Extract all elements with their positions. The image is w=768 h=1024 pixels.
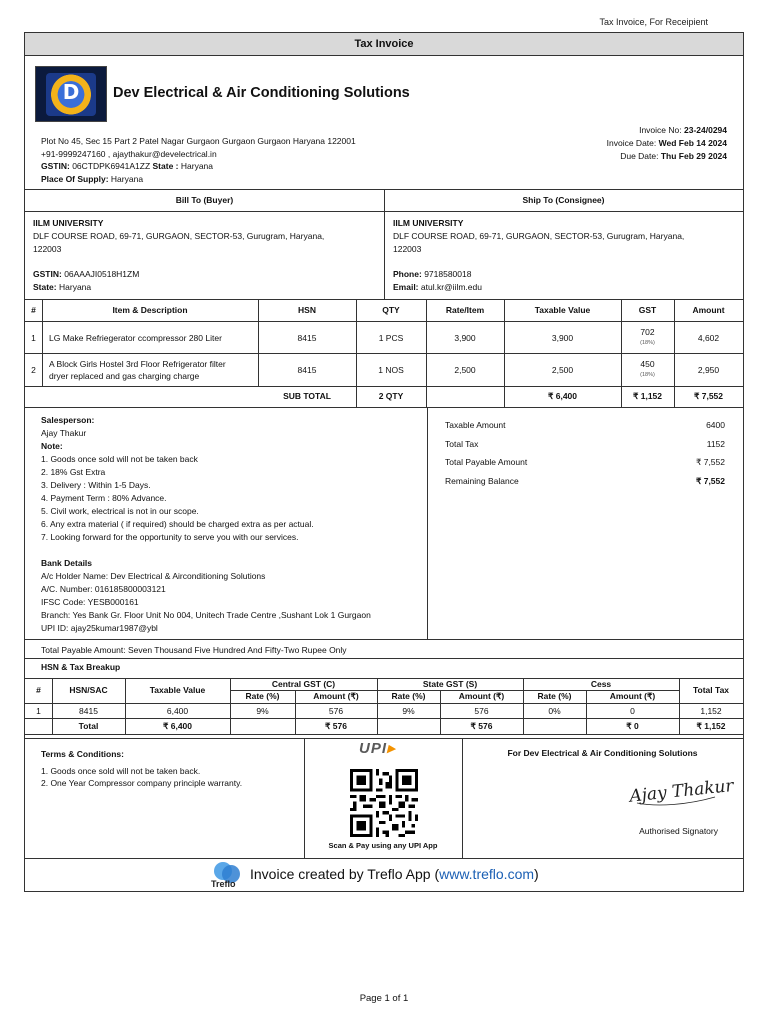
- subtotal-amount: ₹ 7,552: [693, 391, 724, 401]
- invoice-title: Tax Invoice: [25, 33, 743, 56]
- company-logo: D: [35, 66, 107, 122]
- item-amount: 2,950: [697, 365, 720, 375]
- item-gst-percent: (18%): [640, 372, 655, 378]
- subtotal-gst: ₹ 1,152: [632, 391, 663, 401]
- tax-row-total: 1,152: [700, 706, 722, 716]
- terms-line: 1. Goods once sold will not be taken back.: [41, 765, 201, 776]
- due-date: Due Date: Thu Feb 29 2024: [620, 151, 727, 161]
- subtotal-label: SUB TOTAL: [283, 391, 331, 401]
- item-hsn: 8415: [297, 333, 317, 343]
- amount-in-words: Total Payable Amount: Seven Thousand Five Hundred And Fifty-Two Rupee Only: [41, 645, 347, 655]
- notes-block: [41, 414, 421, 635]
- upi-qr-code-icon: [348, 769, 420, 837]
- item-description-line2: dryer replaced and gas charging charge: [49, 371, 200, 381]
- col-header-taxable: Taxable Value: [534, 305, 591, 315]
- col-header-amount: Amount: [692, 305, 725, 315]
- item-rate: 3,900: [454, 333, 476, 343]
- note-line: 2. 18% Gst Extra: [41, 467, 106, 477]
- bank-line: UPI ID: ajay25kumar1987@ybl: [41, 623, 158, 633]
- tax-row-hsn: 8415: [79, 706, 98, 716]
- tax-row-s-rate: 9%: [402, 706, 415, 716]
- summary-taxable-value: 6400: [706, 420, 725, 430]
- item-taxable: 3,900: [551, 333, 574, 343]
- company-address: Plot No 45, Sec 15 Part 2 Patel Nagar Gurgaon Gurgaon Gurgaon Haryana 122001: [41, 136, 356, 146]
- upi-caption: Scan & Pay using any UPI App: [328, 841, 438, 850]
- tax-total-c-amount: ₹ 576: [325, 721, 347, 731]
- tax-total-label: Total: [78, 721, 99, 731]
- ship-to-pincode: 122003: [393, 243, 422, 254]
- bank-line: IFSC Code: YESB000161: [41, 597, 139, 607]
- note-line: 7. Looking forward for the opportunity to serve you with our services.: [41, 532, 299, 542]
- tax-col-state: State GST (S): [422, 679, 478, 689]
- ship-to-heading: Ship To (Consignee): [522, 195, 605, 205]
- bank-details-label: Bank Details: [41, 558, 93, 568]
- col-header-item: Item & Description: [112, 305, 188, 315]
- company-gstin: GSTIN: 06CTDPK6941A1ZZ State : Haryana: [41, 161, 214, 171]
- bank-line: Branch: Yes Bank Gr. Floor Unit No 004, Unitech Trade Centre ,Sushant Lok 1 Gurgaon: [41, 610, 371, 620]
- company-address-block: [41, 135, 356, 185]
- col-header-no: #: [31, 305, 36, 315]
- page-number: Page 1 of 1: [359, 993, 409, 1004]
- tax-col-taxable: Taxable Value: [149, 685, 206, 695]
- tax-row-no: 1: [36, 706, 41, 716]
- ship-to-email: Email: atul.kr@iilm.edu: [393, 282, 482, 293]
- salesperson-name: Ajay Thakur: [41, 428, 87, 438]
- tax-row-s-amount: 576: [474, 706, 489, 716]
- bill-to-state: State: Haryana: [33, 282, 92, 293]
- tax-row-c-rate: 9%: [256, 706, 269, 716]
- authorised-signatory: Authorised Signatory: [639, 826, 718, 836]
- item-amount: 4,602: [697, 333, 720, 343]
- summary-balance-label: Remaining Balance: [445, 476, 519, 486]
- tax-row-c-amount: 576: [328, 706, 344, 716]
- tax-row-taxable: 6,400: [166, 706, 189, 716]
- summary-payable-label: Total Payable Amount: [445, 457, 528, 467]
- col-header-qty: QTY: [382, 305, 400, 315]
- tax-col-central: Central GST (C): [271, 679, 336, 689]
- treflo-logo-icon: [211, 859, 247, 889]
- invoice-date: Invoice Date: Wed Feb 14 2024: [606, 138, 727, 148]
- summary-taxable-label: Taxable Amount: [445, 420, 506, 430]
- item-description: LG Make Refriegerator ccompressor 280 Liter: [49, 333, 222, 343]
- item-taxable: 2,500: [551, 365, 574, 375]
- tax-total-taxable: ₹ 6,400: [162, 721, 193, 731]
- signature-image: [627, 767, 735, 811]
- subtotal-qty: 2 QTY: [378, 391, 404, 401]
- col-header-gst: GST: [638, 305, 657, 315]
- bank-line: A/C. Number: 016185800003121: [41, 584, 166, 594]
- table-row: 2: [31, 365, 36, 375]
- tax-col-no: #: [36, 685, 41, 695]
- bank-line: A/c Holder Name: Dev Electrical & Airconditioning Solutions: [41, 571, 266, 581]
- summary-payable-value: ₹ 7,552: [695, 457, 725, 467]
- svg-text:Treflo: Treflo: [211, 879, 236, 889]
- tax-total-s-amount: ₹ 576: [470, 721, 493, 731]
- tax-col-hsn: HSN/SAC: [69, 685, 108, 695]
- note-line: 1. Goods once sold will not be taken back: [41, 454, 198, 464]
- tax-col-s-rate: Rate (%): [391, 691, 426, 701]
- tax-col-cess: Cess: [590, 679, 612, 689]
- bill-to-address: DLF COURSE ROAD, 69-71, GURGAON, SECTOR-53, Gurugram, Haryana,: [33, 230, 325, 241]
- place-of-supply: Place Of Supply: Haryana: [41, 173, 144, 184]
- company-name: Dev Electrical & Air Conditioning Solutions: [113, 85, 410, 101]
- invoice-meta: [607, 124, 727, 163]
- tax-col-c-rate: Rate (%): [245, 691, 280, 701]
- item-gst: 450: [640, 359, 655, 369]
- bill-to-gstin: GSTIN: 06AAAJI0518H1ZM: [33, 269, 140, 280]
- tax-col-cess-rate: Rate (%): [537, 691, 572, 701]
- terms-block: [41, 748, 242, 790]
- tax-total-cess-amount: ₹ 0: [626, 721, 639, 731]
- note-line: 3. Delivery : Within 1-5 Days.: [41, 480, 151, 490]
- ship-to-address: DLF COURSE ROAD, 69-71, GURGAON, SECTOR-53, Gurugram, Haryana,: [393, 230, 685, 241]
- treflo-link[interactable]: www.treflo.com: [439, 866, 535, 882]
- upi-logo: UPI▸: [359, 740, 396, 757]
- invoice-frame: [24, 32, 744, 892]
- tax-col-c-amount: Amount (₹): [313, 691, 359, 701]
- item-gst-percent: (18%): [640, 340, 655, 346]
- note-line: 5. Civil work, electrical is not in our scope.: [41, 506, 199, 516]
- tax-total-total: ₹ 1,152: [696, 721, 726, 731]
- col-header-hsn: HSN: [298, 305, 316, 315]
- terms-line: 2. One Year Compressor company principle warranty.: [41, 778, 243, 788]
- salesperson-label: Salesperson:: [41, 415, 95, 425]
- table-row: 1: [31, 333, 36, 343]
- summary-tax-value: 1152: [706, 439, 725, 449]
- bill-to-heading: Bill To (Buyer): [175, 195, 234, 205]
- tax-col-s-amount: Amount (₹): [458, 691, 505, 701]
- tax-breakup-heading: HSN & Tax Breakup: [41, 662, 121, 672]
- invoice-number: Invoice No: 23-24/0294: [639, 125, 727, 135]
- item-rate: 2,500: [454, 365, 476, 375]
- footer-credit: Invoice created by Treflo App (www.treflo.com): [250, 866, 539, 882]
- item-gst: 702: [640, 327, 655, 337]
- ship-to-phone: Phone: 9718580018: [393, 269, 472, 280]
- item-qty: 1 PCS: [378, 333, 404, 343]
- note-line: 4. Payment Term : 80% Advance.: [41, 493, 167, 503]
- note-line: 6. Any extra material ( if required) should be charged extra as per actual.: [41, 519, 314, 529]
- item-description: A Block Girls Hostel 3rd Floor Refrigerator filter: [49, 359, 226, 369]
- col-header-rate: Rate/Item: [445, 305, 485, 315]
- bill-to-block: [33, 217, 378, 294]
- note-label: Note:: [41, 441, 63, 451]
- ship-to-block: [393, 217, 738, 294]
- svg-text:Ajay Thakur: Ajay Thakur: [628, 775, 735, 807]
- tax-col-total: Total Tax: [692, 685, 730, 695]
- summary-tax-label: Total Tax: [445, 439, 479, 449]
- bill-to-pincode: 122003: [33, 243, 62, 254]
- item-hsn: 8415: [297, 365, 317, 375]
- item-qty: 1 NOS: [378, 365, 404, 375]
- terms-heading: Terms & Conditions:: [41, 749, 124, 759]
- ship-to-name: IILM UNIVERSITY: [393, 218, 464, 228]
- tax-row-cess-amount: 0: [630, 706, 635, 716]
- tax-row-cess-rate: 0%: [548, 706, 561, 716]
- bill-to-name: IILM UNIVERSITY: [33, 218, 104, 228]
- tax-col-cess-amount: Amount (₹): [609, 691, 656, 701]
- signature-for-label: For Dev Electrical & Air Conditioning Solutions: [507, 748, 698, 758]
- company-contact: +91-9999247160 , ajaythakur@develectrical.in: [41, 148, 217, 159]
- subtotal-taxable: ₹ 6,400: [547, 391, 578, 401]
- recipient-note: Tax Invoice, For Receipient: [599, 17, 708, 27]
- summary-balance-value: ₹ 7,552: [695, 476, 725, 486]
